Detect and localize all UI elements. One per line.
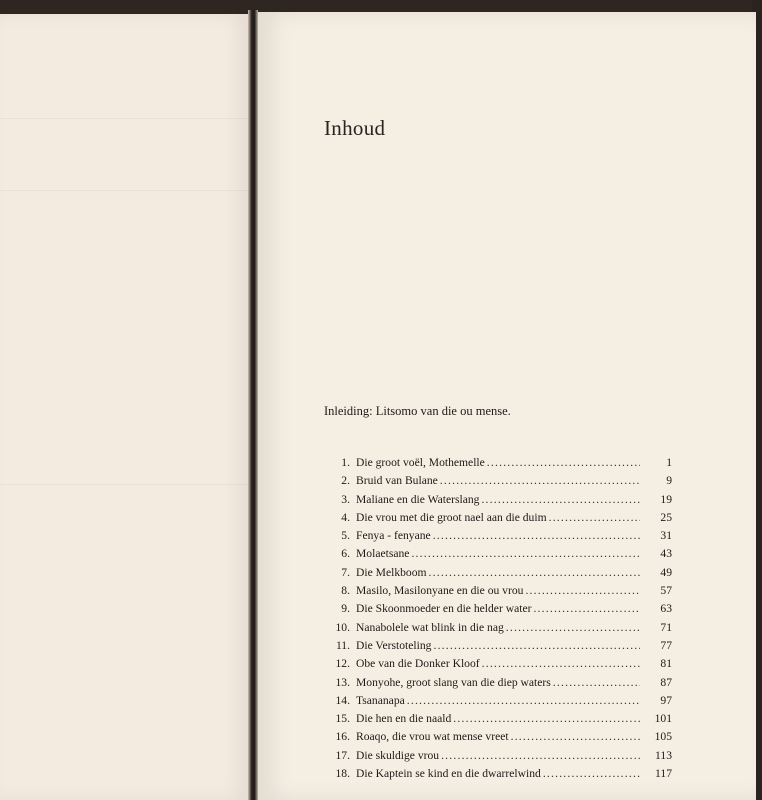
- toc-entry: [324, 527, 672, 545]
- toc-entry-number: 17.: [335, 748, 350, 762]
- toc-entry-title: Die hen en die naald: [356, 712, 452, 726]
- toc-entry-page: 57: [660, 584, 672, 598]
- toc-entry-number: 15.: [335, 712, 350, 726]
- toc-leader-dots: [525, 582, 640, 600]
- toc-entry: [324, 491, 672, 509]
- toc-entry-number: 9.: [341, 602, 350, 616]
- toc-entry-page: 113: [655, 748, 672, 762]
- introduction-line: Inleiding: Litsomo van die ou mense.: [324, 404, 511, 418]
- toc-entry: [324, 564, 672, 582]
- toc-entry: [324, 545, 672, 563]
- toc-leader-dots: [453, 710, 640, 728]
- toc-entry-page: 1: [666, 456, 672, 469]
- toc-entry-number: 6.: [341, 547, 350, 561]
- toc-leader-dots: [433, 637, 640, 655]
- toc-entry-page: 71: [660, 620, 672, 634]
- toc-entry-title: Obe van die Donker Kloof: [356, 657, 480, 671]
- toc-entry-number: 10.: [335, 620, 350, 634]
- show-through-line: [0, 118, 248, 119]
- toc-entry: [324, 472, 672, 490]
- toc-entry: [324, 692, 672, 710]
- toc-entry-page: 9: [666, 474, 672, 488]
- toc-entry: [324, 582, 672, 600]
- toc-entry: [324, 509, 672, 527]
- toc-leader-dots: [533, 600, 640, 618]
- toc-entry-number: 13.: [335, 675, 350, 689]
- toc-entry-title: Die Verstoteling: [356, 638, 432, 652]
- toc-entry: [324, 674, 672, 692]
- right-page: [258, 12, 756, 800]
- toc-entry: [324, 637, 672, 655]
- toc-leader-dots: [482, 655, 640, 673]
- toc-entry-number: 2.: [341, 474, 350, 488]
- toc-entry-page: 81: [660, 657, 672, 671]
- toc-entry: [324, 765, 672, 783]
- show-through-line: [0, 190, 248, 191]
- toc-entry-page: 31: [660, 529, 672, 543]
- toc-entry: [324, 619, 672, 637]
- toc-entry: [324, 710, 672, 728]
- toc-leader-dots: [429, 564, 640, 582]
- toc-entry-number: 12.: [335, 657, 350, 671]
- toc-entry-page: 87: [660, 675, 672, 689]
- toc-entry-number: 14.: [335, 693, 350, 707]
- toc-entry-title: Masilo, Masilonyane en die ou vrou: [356, 584, 524, 598]
- toc-entry-page: 97: [660, 693, 672, 707]
- toc-entry-title: Tsananapa: [356, 693, 405, 707]
- toc-leader-dots: [433, 527, 640, 545]
- toc-entry-page: 43: [660, 547, 672, 561]
- toc-entry-number: 5.: [341, 529, 350, 543]
- toc-leader-dots: [549, 509, 640, 527]
- toc-entry-title: Die Melkboom: [356, 565, 427, 579]
- toc-entry-title: Fenya - fenyane: [356, 529, 431, 543]
- toc-entry-page: 63: [660, 602, 672, 616]
- toc-leader-dots: [553, 674, 640, 692]
- toc-entry-title: Nanabolele wat blink in die nag: [356, 620, 504, 634]
- toc-entry: [324, 655, 672, 673]
- toc-entry-title: Die skuldige vrou: [356, 748, 440, 762]
- toc-entry-number: 1.: [341, 456, 350, 469]
- toc-entry-page: 77: [660, 638, 672, 652]
- toc-entry: [324, 747, 672, 765]
- toc-entry-page: 117: [655, 767, 672, 781]
- toc-entry-title: Bruid van Bulane: [356, 474, 438, 488]
- toc-entry-title: Die Kaptein se kind en die dwarrelwind: [356, 767, 541, 781]
- toc-entry: [324, 454, 672, 472]
- toc-entry-title: Maliane en die Waterslang: [356, 492, 480, 506]
- toc-leader-dots: [487, 454, 640, 472]
- toc-entry: [324, 728, 672, 746]
- toc-entry-number: 4.: [341, 510, 350, 524]
- toc-entry-page: 19: [660, 492, 672, 506]
- toc-leader-dots: [543, 765, 640, 783]
- toc-entry-number: 16.: [335, 730, 350, 744]
- show-through-line: [0, 484, 248, 485]
- toc-entry-number: 8.: [341, 584, 350, 598]
- toc-entry: [324, 600, 672, 618]
- page-title: Inhoud: [324, 116, 386, 140]
- toc-entry-page: 105: [654, 730, 672, 744]
- toc-entry-page: 25: [660, 510, 672, 524]
- toc-leader-dots: [481, 491, 640, 509]
- table-of-contents: [324, 454, 672, 783]
- toc-entry-title: Die groot voël, Mothemelle: [356, 456, 485, 469]
- toc-entry-page: 101: [654, 712, 672, 726]
- toc-entry-title: Die Skoonmoeder en die helder water: [356, 602, 532, 616]
- toc-leader-dots: [506, 619, 640, 637]
- book-spine-gutter: [248, 10, 258, 800]
- toc-entry-title: Monyohe, groot slang van die diep waters: [356, 675, 551, 689]
- toc-entry-title: Die vrou met die groot nael aan die duim: [356, 510, 547, 524]
- toc-entry-number: 3.: [341, 492, 350, 506]
- toc-entry-page: 49: [660, 565, 672, 579]
- toc-entry-number: 18.: [335, 767, 350, 781]
- toc-entry-number: 11.: [335, 638, 350, 652]
- toc-leader-dots: [440, 472, 640, 490]
- toc-leader-dots: [407, 692, 640, 710]
- toc-entry-title: Molaetsane: [356, 547, 410, 561]
- toc-leader-dots: [511, 728, 640, 746]
- toc-entry-number: 7.: [341, 565, 350, 579]
- toc-leader-dots: [411, 545, 640, 563]
- toc-entry-title: Roaqo, die vrou wat mense vreet: [356, 730, 509, 744]
- left-page: [0, 14, 248, 800]
- toc-leader-dots: [441, 747, 640, 765]
